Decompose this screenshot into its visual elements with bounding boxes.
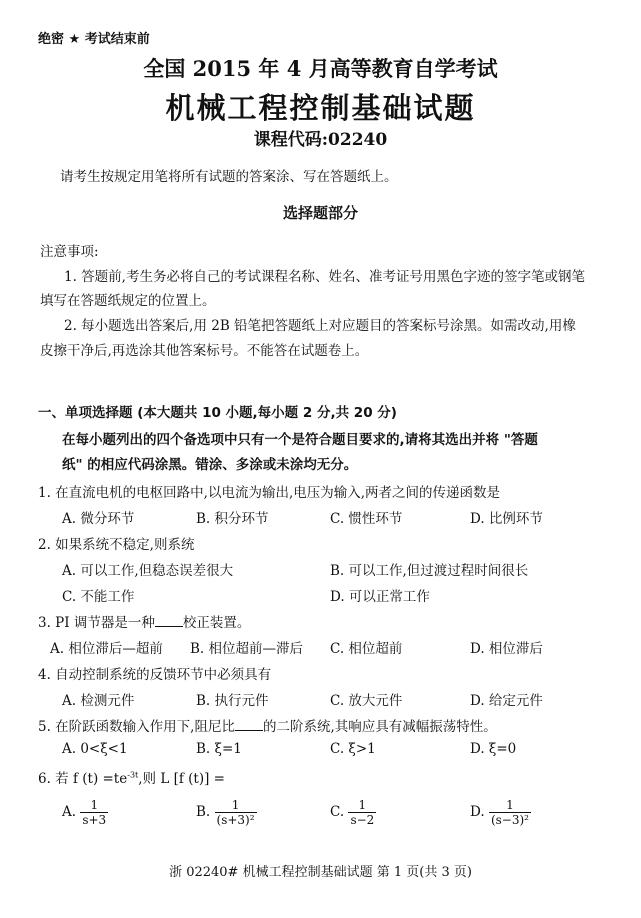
note-2-line-1: 2. 每小题选出答案后,用 2B 铅笔把答题纸上对应题目的答案标号涂黑。如需改动,用橡 — [64, 318, 576, 334]
question-5-stem — [38, 715, 497, 735]
q6-option-b-label: B. — [196, 804, 211, 820]
q3-blank — [155, 614, 183, 627]
q1-option-c: C. 惯性环节 — [330, 511, 403, 527]
fraction-numerator: 1 — [358, 798, 367, 812]
q4-option-b: B. 执行元件 — [196, 693, 269, 709]
note-1-line-2: 填写在答题纸规定的位置上。 — [40, 293, 216, 309]
fraction-denominator: s−2 — [350, 813, 375, 827]
page-footer: 浙 02240# 机械工程控制基础试题 第 1 页(共 3 页) — [169, 865, 472, 880]
fraction-denominator: (s+3)² — [216, 813, 255, 827]
q3-option-b: B. 相位超前—滞后 — [190, 641, 304, 657]
note-2-line-2: 皮擦干净后,再选涂其他答案标号。不能答在试题卷上。 — [40, 343, 369, 359]
exam-title: 全国 2015 年 4 月高等教育自学考试 — [143, 56, 498, 81]
q2-option-d: D. 可以正常工作 — [330, 589, 430, 605]
q6-option-a — [62, 798, 108, 827]
course-code: 课程代码:02240 — [253, 130, 388, 150]
question-6-stem — [38, 767, 225, 787]
q4-option-d: D. 给定元件 — [470, 693, 543, 709]
q6-option-b — [196, 798, 257, 827]
part-intro-line-1: 在每小题列出的四个备选项中只有一个是符合题目要求的,请将其选出并将 "答题 — [62, 432, 538, 448]
q6-option-a-label: A. — [62, 804, 77, 820]
q2-option-a: A. 可以工作,但稳态误差很大 — [62, 563, 234, 579]
fraction-numerator: 1 — [90, 798, 99, 812]
question-3-stem — [38, 611, 250, 631]
fraction-denominator: s+3 — [82, 813, 107, 827]
notes-heading: 注意事项: — [40, 244, 99, 260]
q3-option-c: C. 相位超前 — [330, 641, 403, 657]
subject-title: 机械工程控制基础试题 — [165, 91, 476, 125]
q5-option-c: C. ξ>1 — [330, 741, 376, 757]
question-2-stem: 2. 如果系统不稳定,则系统 — [38, 537, 195, 553]
q5-option-a: A. 0<ξ<1 — [62, 741, 128, 757]
q3-option-d: D. 相位滞后 — [470, 641, 543, 657]
section-title: 选择题部分 — [282, 204, 358, 222]
q6-exponent: -3t — [127, 770, 139, 780]
q2-option-b: B. 可以工作,但过渡过程时间很长 — [330, 563, 529, 579]
q4-option-c: C. 放大元件 — [330, 693, 403, 709]
fraction-denominator: (s−3)² — [490, 813, 529, 827]
question-4-stem: 4. 自动控制系统的反馈环节中必须具有 — [38, 667, 272, 683]
q5-option-d: D. ξ=0 — [470, 741, 517, 757]
q5-option-b: B. ξ=1 — [196, 741, 242, 757]
q6-option-b-fraction — [215, 798, 257, 827]
secret-label: 绝密 ★ 考试结束前 — [38, 32, 150, 47]
q6-option-d-fraction — [489, 798, 531, 827]
q2-option-c: C. 不能工作 — [62, 589, 135, 605]
fraction-numerator: 1 — [231, 798, 240, 812]
part-intro-line-2: 纸" 的相应代码涂黑。错涂、多涂或未涂均无分。 — [62, 457, 358, 473]
q6-stem-end: ,则 L [f (t)] = — [138, 771, 225, 787]
q5-blank — [235, 718, 263, 731]
q6-option-c-fraction — [348, 798, 376, 827]
q6-stem-start: 6. 若 f (t) =te — [38, 771, 128, 787]
q1-option-a: A. 微分环节 — [62, 511, 135, 527]
q1-option-d: D. 比例环节 — [470, 511, 543, 527]
q6-option-d — [470, 798, 531, 827]
q4-option-a: A. 检测元件 — [62, 693, 135, 709]
q1-option-b: B. 积分环节 — [196, 511, 269, 527]
general-instruction: 请考生按规定用笔将所有试题的答案涂、写在答题纸上。 — [60, 169, 398, 185]
q6-option-d-label: D. — [470, 804, 485, 820]
question-1-stem: 1. 在直流电机的电枢回路中,以电流为输出,电压为输入,两者之间的传递函数是 — [38, 485, 501, 501]
part-title: 一、单项选择题 (本大题共 10 小题,每小题 2 分,共 20 分) — [38, 405, 397, 421]
q6-option-c — [330, 798, 376, 827]
q6-option-a-fraction — [80, 798, 108, 827]
q5-stem-start: 5. 在阶跃函数输入作用下,阻尼比 — [38, 719, 235, 735]
q3-stem-end: 校正装置。 — [182, 615, 251, 631]
q3-stem-start: 3. PI 调节器是一种 — [38, 615, 155, 631]
q6-option-c-label: C. — [330, 804, 345, 820]
q5-stem-end: 的二阶系统,其响应具有减幅振荡特性。 — [262, 719, 497, 735]
fraction-numerator: 1 — [506, 798, 514, 812]
q3-option-a: A. 相位滞后—超前 — [50, 641, 163, 657]
note-1-line-1: 1. 答题前,考生务必将自己的考试课程名称、姓名、准考证号用黑色字迹的签字笔或钢笔 — [64, 269, 585, 285]
